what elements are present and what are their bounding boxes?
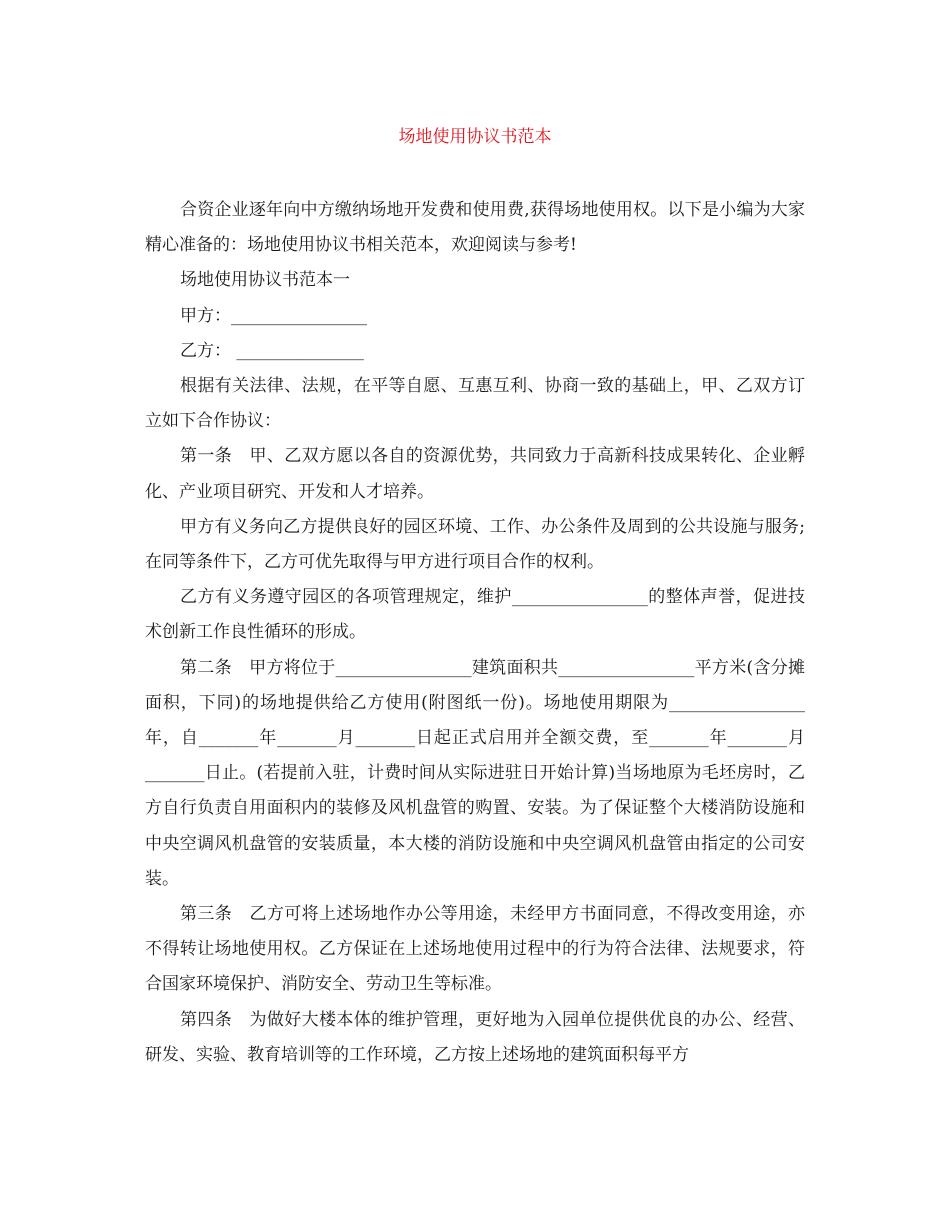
party-a-line: 甲方：________________ [180, 305, 367, 326]
preamble-paragraph: 根据有关法律、法规，在平等自愿、互惠互利、协商一致的基础上，甲、乙双方订立如下合作协议： [145, 376, 805, 432]
document-title: 场地使用协议书范本 [398, 127, 552, 147]
intro-paragraph: 合资企业逐年向中方缴纳场地开发费和使用费,获得场地使用权。以下是小编为大家精心准备的：场地使用协议书相关范本，欢迎阅读与参考! [145, 200, 805, 256]
article-4-paragraph: 第四条 为做好大楼本体的维护管理，更好地为入园单位提供优良的办公、经营、研发、实验、教育培训等的工作环境，乙方按上述场地的建筑面积每平方 [145, 1009, 805, 1065]
article-3-paragraph: 第三条 乙方可将上述场地作办公等用途，未经甲方书面同意，不得改变用途，亦不得转让场地使用权。乙方保证在上述场地使用过程中的行为符合法律、法规要求，符合国家环境保护、消防安全、劳动卫生等标准。 [145, 904, 805, 995]
party-a-obligation-paragraph: 甲方有义务向乙方提供良好的园区环境、工作、办公条件及周到的公共设施与服务;在同等条件下，乙方可优先取得与甲方进行项目合作的权利。 [145, 516, 805, 573]
party-b-line: 乙方： _______________ [180, 340, 364, 361]
party-b-obligation-paragraph: 乙方有义务遵守园区的各项管理规定，维护________________的整体声誉，促进技术创新工作良性循环的形成。 [145, 587, 805, 643]
document-body [145, 193, 805, 1073]
section-heading: 场地使用协议书范本一 [180, 270, 350, 291]
article-2-paragraph: 第二条 甲方将位于________________建筑面积共________________平方米(含分摊面积，下同)的场地提供给乙方使用(附图纸一份)。场地使用期限为________________年，自_______年_______月_______日起正式启用并全额交费，至_______年_______月_______日止。(若提前入驻，计费时间从实际进驻日开始计算)当场地原为毛坯房时，乙方自行负责自用面积内的装修及风机盘管的购置、安装。为了保证整个大楼消防设施和中央空调风机盘管的安装质量，本大楼的消防设施和中央空调风机盘管由指定的公司安装。 [145, 657, 805, 889]
article-1-paragraph: 第一条 甲、乙双方愿以各自的资源优势，共同致力于高新科技成果转化、企业孵化、产业项目研究、开发和人才培养。 [145, 446, 805, 502]
